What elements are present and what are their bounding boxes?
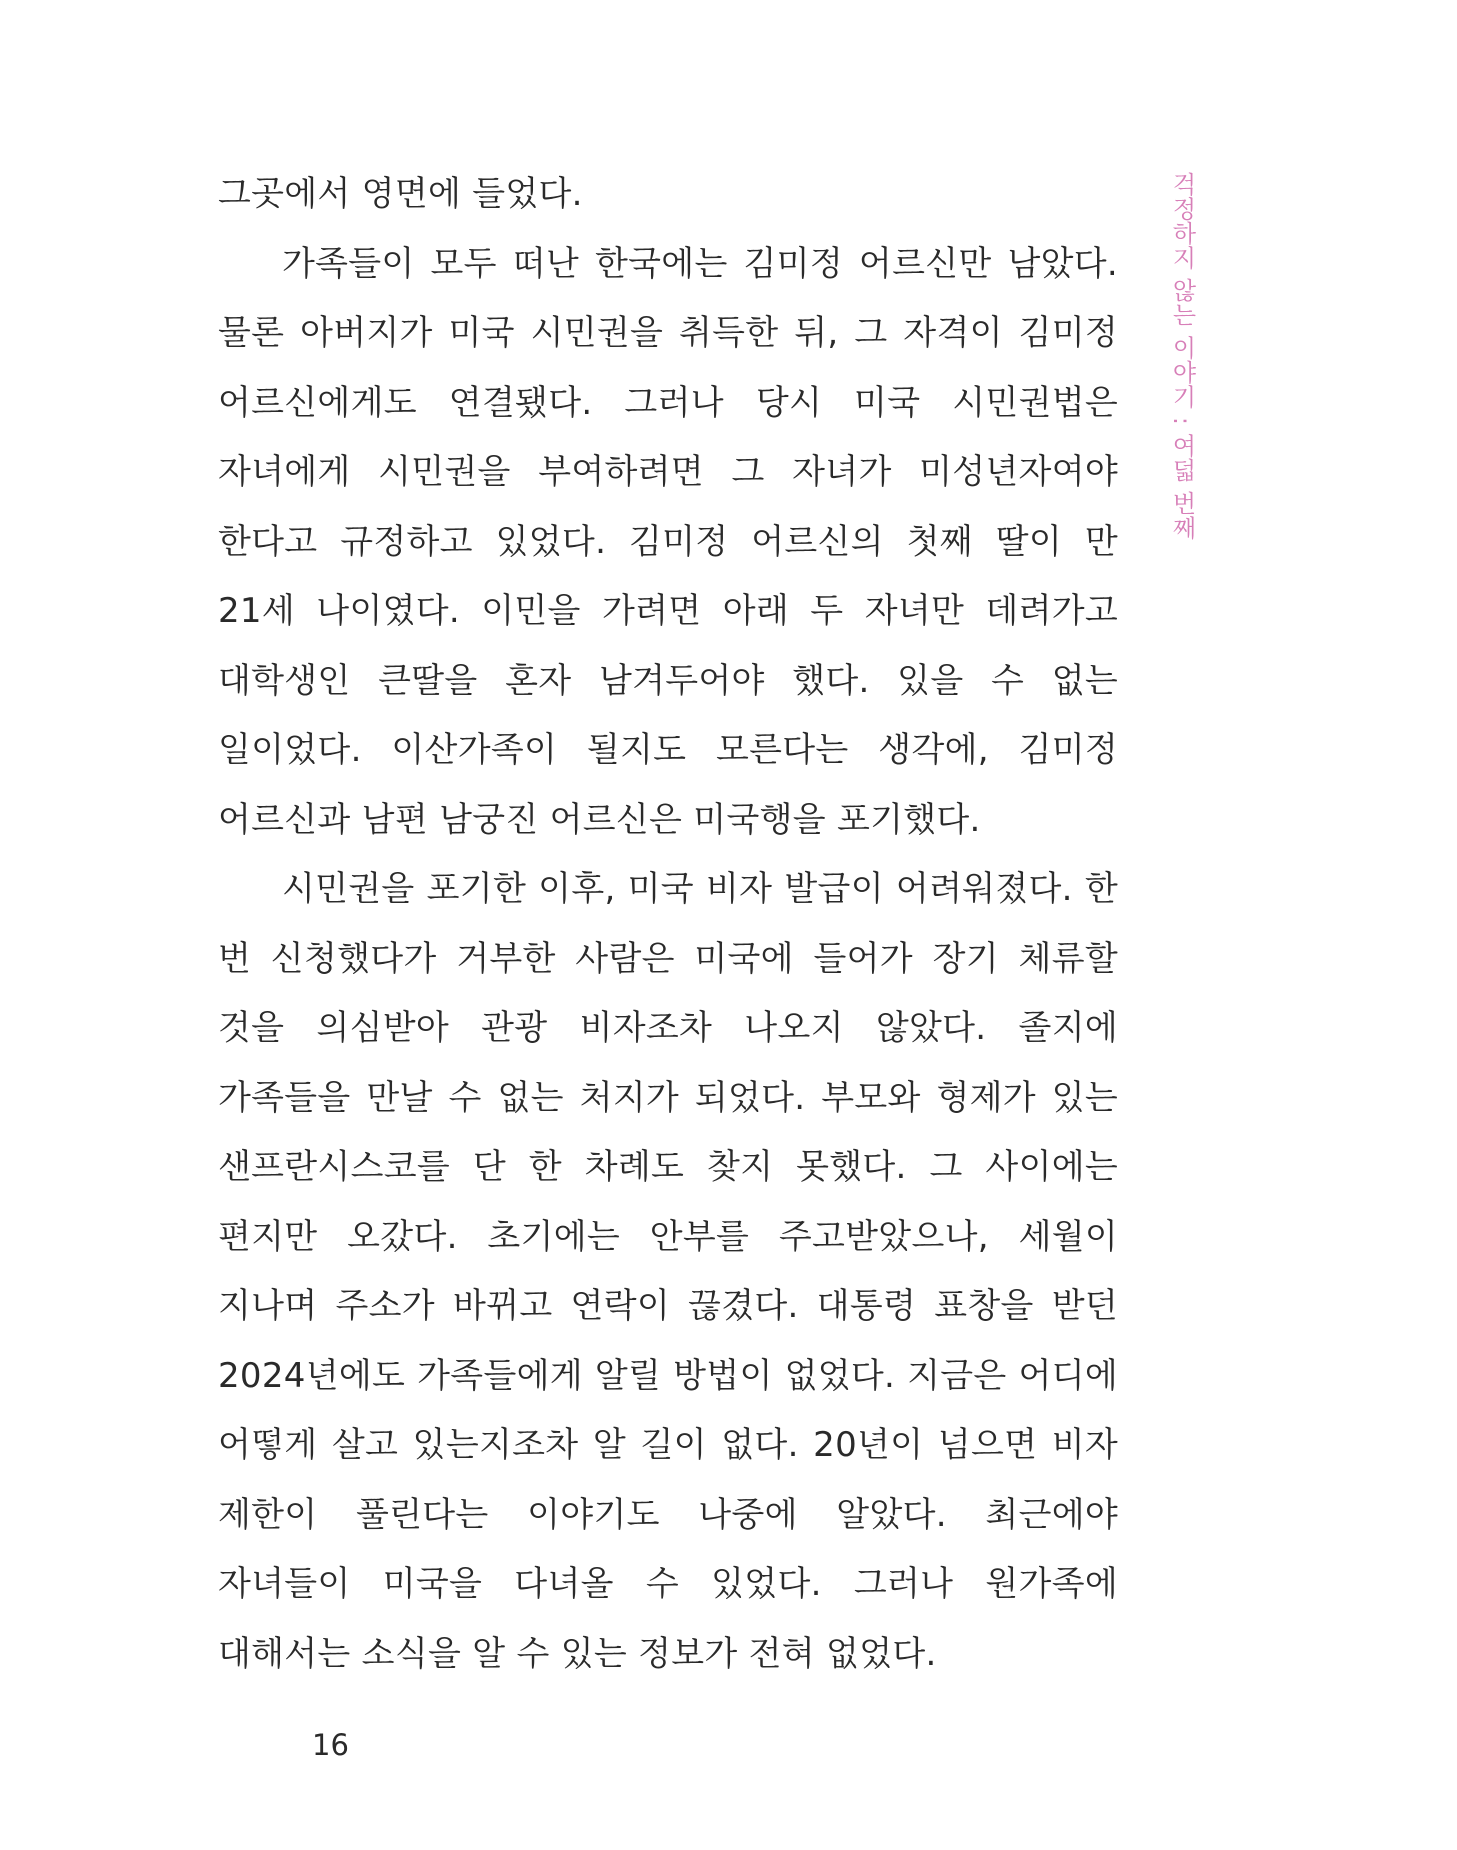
page-number: 16 [312,1728,349,1762]
running-header: 걱정하지 않는 이야기 : 여덟 번째 [1168,172,1196,540]
paragraph-continuation: 그곳에서 영면에 들었다. [218,174,583,214]
paragraph: 가족들이 모두 떠난 한국에는 김미정 어르신만 남았다. 물론 아버지가 미국 시민권을 취득한 뒤, 그 자격이 김미정 어르신에게도 연결됐다. 그러나 당시 미국 시민권법은 자녀에게 시민권을 부여하려면 그 자녀가 미성년자여야 한다고 규정하고 있었다. 김미정 어르신의 첫째 딸이 만 21세 나이였다. 이민을 가려면 아래 두 자녀만 데려가고 대학생인 큰딸을 혼자 남겨두어야 했다. 있을 수 없는 일이었다. 이산가족이 될지도 모른다는 생각에, 김미정 어르신과 남편 남궁진 어르신은 미국행을 포기했다. [218,243,1118,840]
paragraph: 시민권을 포기한 이후, 미국 비자 발급이 어려워졌다. 한 번 신청했다가 거부한 사람은 미국에 들어가 장기 체류할 것을 의심받아 관광 비자조차 나오지 않았다. 졸지에 가족들을 만날 수 없는 처지가 되었다. 부모와 형제가 있는 샌프란시스코를 단 한 차례도 찾지 못했다. 그 사이에는 편지만 오갔다. 초기에는 안부를 주고받았으나, 세월이 지나며 주소가 바뀌고 연락이 끊겼다. 대통령 표창을 받던 2024년에도 가족들에게 알릴 방법이 없었다. 지금은 어디에 어떻게 살고 있는지조차 알 길이 없다. 20년이 넘으면 비자 제한이 풀린다는 이야기도 나중에 알았다. 최근에야 자녀들이 미국을 다녀올 수 있었다. 그러나 원가족에 대해서는 소식을 알 수 있는 정보가 전혀 없었다. [218,869,1118,1674]
body-text [218,160,1118,1689]
